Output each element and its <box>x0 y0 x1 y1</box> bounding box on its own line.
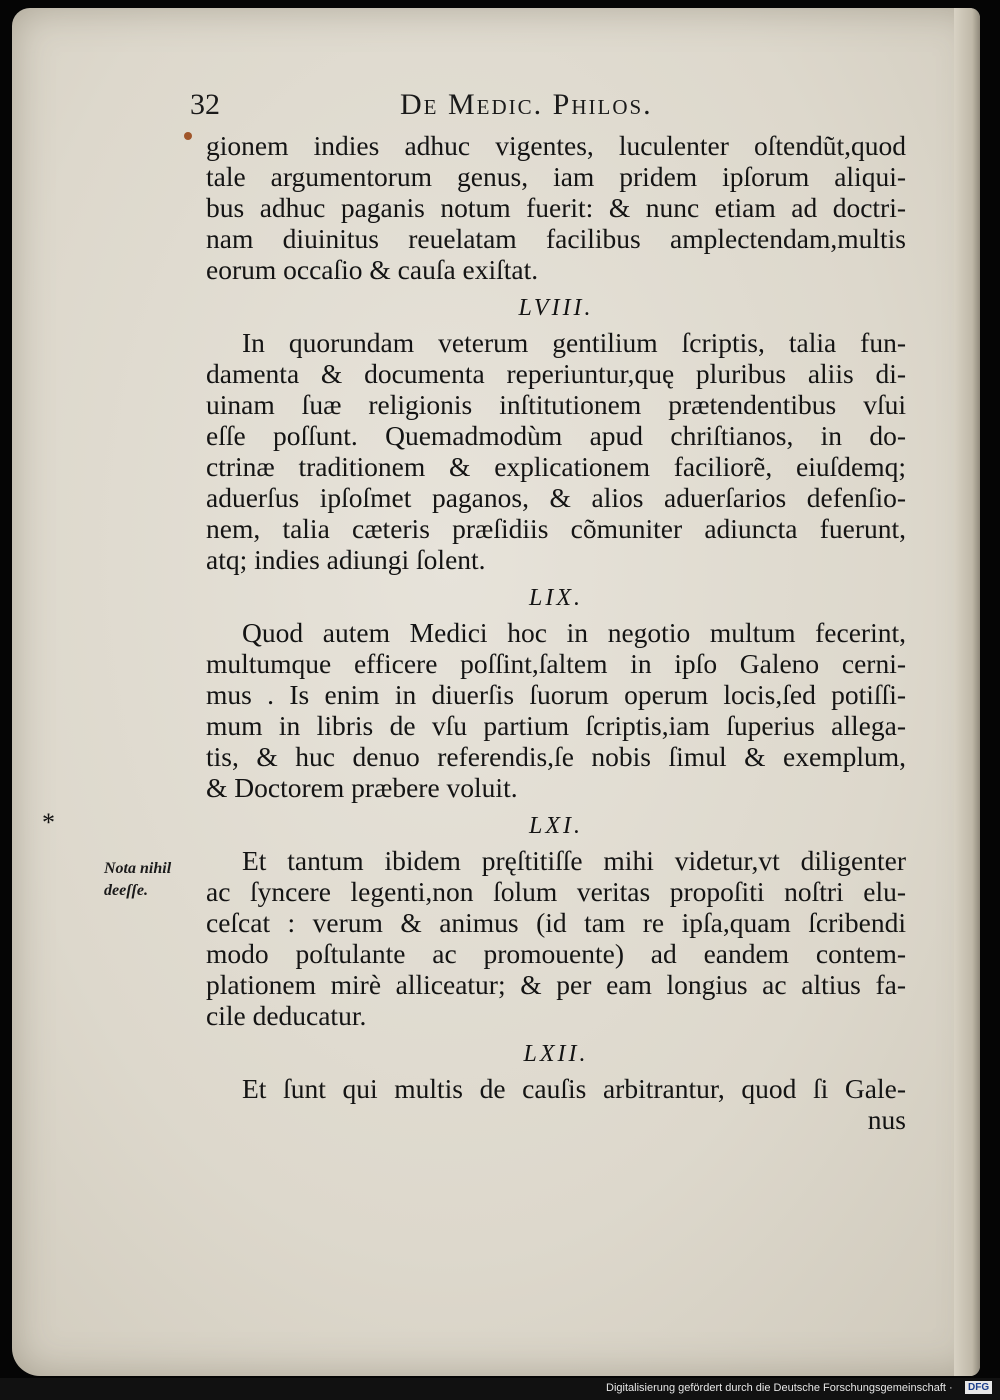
text-line: Quod autem Medici hoc in negotio multum fecerint, <box>242 617 906 648</box>
section-number-61: LXI. <box>529 813 583 839</box>
text-line: eſſe poſſunt. Quemadmodùm apud chriſtianos, in do- <box>206 420 906 451</box>
page-edge <box>954 8 980 1376</box>
text-line: In quorundam veterum gentilium ſcriptis, talia fun- <box>242 327 906 358</box>
text-line: damenta & documenta reperiuntur,quę pluribus aliis di- <box>206 358 906 389</box>
text-line: tis, & huc denuo referendis,ſe nobis ſimul & exemplum, <box>206 741 906 772</box>
marginal-note-line: deeſſe. <box>104 882 148 899</box>
running-title: De Medic. Philos. <box>400 88 653 121</box>
text-line: Et ſunt qui multis de cauſis arbitrantur, quod ſi Gale- <box>242 1073 906 1104</box>
text-line: mum in libris de vſu partium ſcriptis,iam ſuperius allega- <box>206 710 906 741</box>
text-line: & Doctorem præbere voluit. <box>206 772 518 803</box>
section-number-58: LVIII. <box>518 295 594 321</box>
text-line: mus . Is enim in diuerſis ſuorum operum locis,ſed potiſſi- <box>206 679 906 710</box>
text-line: cile deducatur. <box>206 1000 367 1031</box>
section-number-59: LIX. <box>529 585 583 611</box>
text-line: nam diuinitus reuelatam facilibus amplectendam,multis <box>206 223 906 254</box>
margin-dot-icon <box>184 132 192 140</box>
body-text <box>206 130 906 1135</box>
text-line: tale argumentorum genus, iam pridem ipſorum aliqui- <box>206 161 906 192</box>
text-line: bus adhuc paganis notum fuerit: & nunc etiam ad doctri- <box>206 192 906 223</box>
text-line: Et tantum ibidem pręſtitiſſe mihi videtur,vt diligenter <box>242 845 906 876</box>
page-number: 32 <box>190 88 220 121</box>
text-line: nem, talia cæteris præſidiis cõmuniter adiuncta fuerunt, <box>206 513 906 544</box>
text-line: multumque efficere poſſint,ſaltem in ipſo Galeno cerni- <box>206 648 906 679</box>
section-number-62: LXII. <box>523 1041 589 1067</box>
dfg-logo: DFG <box>965 1381 992 1394</box>
page-header <box>190 88 720 128</box>
digitization-credit: Digitalisierung gefördert durch die Deutsche Forschungsgemeinschaft · <box>606 1382 953 1394</box>
text-line: ceſcat : verum & animus (id tam re ipſa,quam ſcribendi <box>206 907 906 938</box>
text-line: plationem mirè alliceatur; & per eam longius ac altius fa- <box>206 969 906 1000</box>
text-line: aduerſus ipſoſmet paganos, & alios aduerſarios defenſio- <box>206 482 906 513</box>
text-line: eorum occaſio & cauſa exiſtat. <box>206 254 539 285</box>
catchword: nus <box>867 1104 906 1135</box>
text-line: ctrinæ traditionem & explicationem faciliorẽ, eiuſdemq; <box>206 451 906 482</box>
text-line: modo poſtulante ac promouente) ad eandem contem- <box>206 938 906 969</box>
text-line: ac ſyncere legenti,non ſolum veritas propoſiti noſtri elu- <box>206 876 906 907</box>
marginal-note <box>104 858 204 902</box>
asterisk-icon: * <box>42 808 55 837</box>
text-line: atq; indies adiungi ſolent. <box>206 544 486 575</box>
text-line: uinam ſuæ religionis inſtitutionem prætendentibus vſui <box>206 389 906 420</box>
text-line: gionem indies adhuc vigentes, luculenter oſtendũt,quod <box>206 130 906 161</box>
marginal-note-line: Nota nihil <box>104 860 172 877</box>
